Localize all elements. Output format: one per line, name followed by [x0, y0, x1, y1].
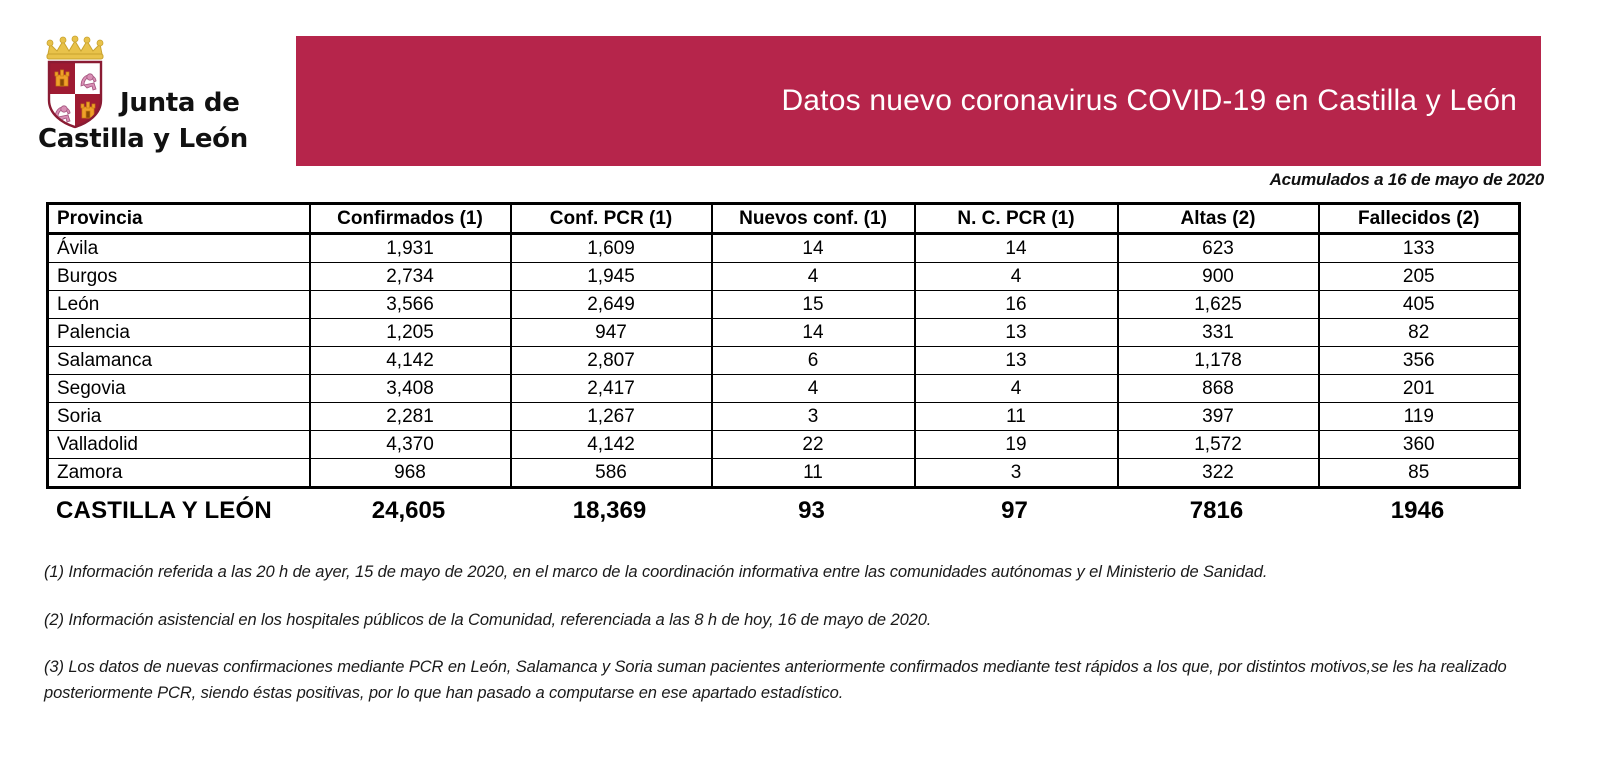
page-header [0, 0, 1600, 189]
cell-provincia: Ávila [48, 234, 310, 263]
col-nc-pcr: N. C. PCR (1) [915, 204, 1118, 234]
logo-line-1: Junta de [120, 88, 240, 118]
covid-data-table [46, 202, 1521, 489]
cell-confirmados: 4,370 [310, 431, 511, 459]
col-nuevos-conf: Nuevos conf. (1) [712, 204, 915, 234]
cell-confirmados: 1,931 [310, 234, 511, 263]
col-conf-pcr: Conf. PCR (1) [511, 204, 712, 234]
cell-nuevos-conf: 14 [712, 319, 915, 347]
totals-nuevos-conf: 93 [798, 497, 825, 524]
cell-fallecidos: 205 [1319, 263, 1520, 291]
table-row [48, 347, 1520, 375]
cell-confirmados: 2,281 [310, 403, 511, 431]
cell-altas: 322 [1118, 459, 1319, 488]
cell-nuevos-conf: 6 [712, 347, 915, 375]
cell-confirmados: 3,566 [310, 291, 511, 319]
cell-nuevos-conf: 11 [712, 459, 915, 488]
cell-altas: 397 [1118, 403, 1319, 431]
totals-label: CASTILLA Y LEÓN [56, 497, 272, 524]
footnotes [44, 560, 1534, 706]
cell-nc-pcr: 11 [915, 403, 1118, 431]
table-row [48, 431, 1520, 459]
footnote-2: (2) Información asistencial en los hospitales públicos de la Comunidad, referenciada a las 8 h de hoy, 16 de mayo de 2020. [44, 610, 932, 629]
cell-altas: 1,625 [1118, 291, 1319, 319]
table-header [48, 204, 1520, 234]
cell-nc-pcr: 4 [915, 375, 1118, 403]
table-row [48, 291, 1520, 319]
cell-altas: 1,572 [1118, 431, 1319, 459]
cell-nuevos-conf: 14 [712, 234, 915, 263]
table-row [48, 234, 1520, 263]
cell-fallecidos: 85 [1319, 459, 1520, 488]
cell-fallecidos: 119 [1319, 403, 1520, 431]
cell-nuevos-conf: 4 [712, 375, 915, 403]
cell-nc-pcr: 13 [915, 347, 1118, 375]
table-row [48, 375, 1520, 403]
cell-confirmados: 3,408 [310, 375, 511, 403]
cell-provincia: Salamanca [48, 347, 310, 375]
cell-conf-pcr: 947 [511, 319, 712, 347]
cell-provincia: Zamora [48, 459, 310, 488]
totals-altas: 7816 [1189, 497, 1244, 524]
cell-provincia: Burgos [48, 263, 310, 291]
cell-nc-pcr: 14 [915, 234, 1118, 263]
cell-conf-pcr: 2,807 [511, 347, 712, 375]
junta-logo [38, 34, 278, 152]
cell-conf-pcr: 2,417 [511, 375, 712, 403]
cell-conf-pcr: 4,142 [511, 431, 712, 459]
table-row [48, 403, 1520, 431]
footnote-3: (3) Los datos de nuevas confirmaciones mediante PCR en León, Salamanca y Soria suman pacientes anteriormente confirmados mediante test rápidos a los que, por distintos motivos,se les ha realizado posteriormente PCR, siendo éstas positivas, por lo que han pasado a computarse en ese apartado estadístico. [44, 658, 1507, 702]
totals-fallecidos: 1946 [1390, 497, 1445, 524]
cell-nc-pcr: 4 [915, 263, 1118, 291]
cell-fallecidos: 356 [1319, 347, 1520, 375]
cell-provincia: León [48, 291, 310, 319]
cell-confirmados: 1,205 [310, 319, 511, 347]
cell-fallecidos: 405 [1319, 291, 1520, 319]
cell-altas: 331 [1118, 319, 1319, 347]
table-row [48, 459, 1520, 488]
coat-of-arms-icon [38, 34, 112, 130]
col-altas: Altas (2) [1118, 204, 1319, 234]
title-banner [296, 36, 1541, 166]
cell-nuevos-conf: 3 [712, 403, 915, 431]
cell-fallecidos: 82 [1319, 319, 1520, 347]
totals-confirmados: 24,605 [371, 497, 446, 524]
cell-confirmados: 968 [310, 459, 511, 488]
logo-row [38, 34, 240, 130]
covid-table-container [46, 202, 1518, 533]
cell-conf-pcr: 1,945 [511, 263, 712, 291]
cell-altas: 1,178 [1118, 347, 1319, 375]
cell-conf-pcr: 586 [511, 459, 712, 488]
page-title: Datos nuevo coronavirus COVID-19 en Castilla y León [781, 84, 1517, 117]
totals-row [46, 489, 1518, 533]
col-fallecidos: Fallecidos (2) [1319, 204, 1520, 234]
col-provincia: Provincia [48, 204, 310, 234]
cell-conf-pcr: 1,267 [511, 403, 712, 431]
logo-line-2: Castilla y León [38, 124, 248, 154]
cell-altas: 623 [1118, 234, 1319, 263]
cell-conf-pcr: 2,649 [511, 291, 712, 319]
cell-nuevos-conf: 4 [712, 263, 915, 291]
col-confirmados: Confirmados (1) [310, 204, 511, 234]
cell-altas: 900 [1118, 263, 1319, 291]
table-body [48, 234, 1520, 488]
cell-altas: 868 [1118, 375, 1319, 403]
cell-nc-pcr: 19 [915, 431, 1118, 459]
cell-provincia: Valladolid [48, 431, 310, 459]
cell-nc-pcr: 3 [915, 459, 1118, 488]
cell-nc-pcr: 16 [915, 291, 1118, 319]
cell-nuevos-conf: 15 [712, 291, 915, 319]
table-row [48, 263, 1520, 291]
cell-conf-pcr: 1,609 [511, 234, 712, 263]
cell-fallecidos: 133 [1319, 234, 1520, 263]
cell-nc-pcr: 13 [915, 319, 1118, 347]
accumulated-note: Acumulados a 16 de mayo de 2020 [1269, 170, 1544, 189]
cell-provincia: Palencia [48, 319, 310, 347]
header-row [48, 204, 1520, 234]
footnote-1: (1) Información referida a las 20 h de ayer, 15 de mayo de 2020, en el marco de la coordinación informativa entre las comunidades autónomas y el Ministerio de Sanidad. [44, 563, 1268, 581]
cell-provincia: Soria [48, 403, 310, 431]
cell-fallecidos: 360 [1319, 431, 1520, 459]
totals-nc-pcr: 97 [1001, 497, 1028, 524]
table-row [48, 319, 1520, 347]
cell-nuevos-conf: 22 [712, 431, 915, 459]
cell-fallecidos: 201 [1319, 375, 1520, 403]
totals-conf-pcr: 18,369 [572, 497, 647, 524]
cell-confirmados: 4,142 [310, 347, 511, 375]
cell-confirmados: 2,734 [310, 263, 511, 291]
cell-provincia: Segovia [48, 375, 310, 403]
